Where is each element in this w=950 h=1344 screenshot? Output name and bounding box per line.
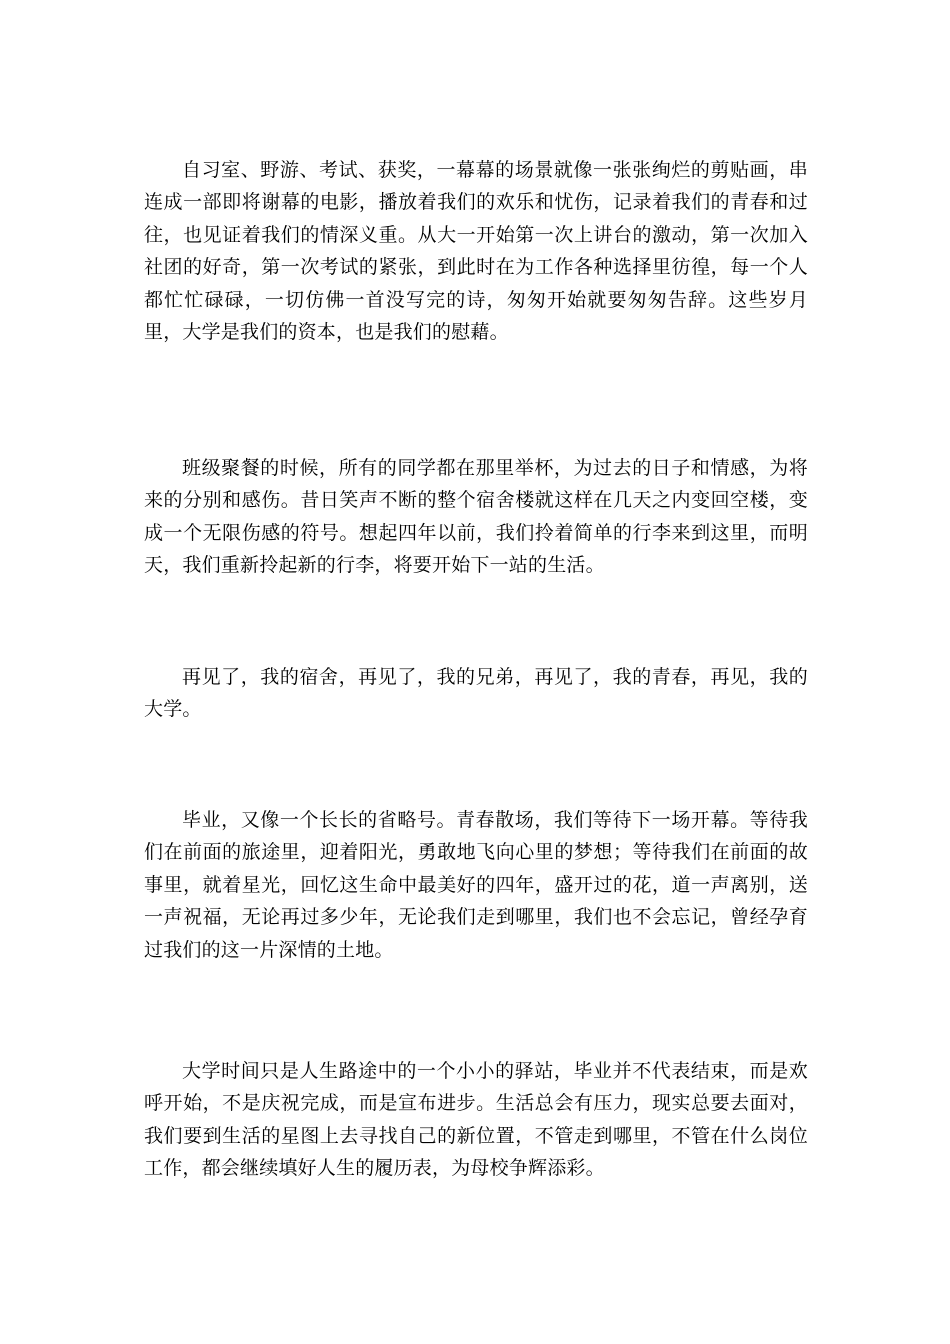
paragraph-3: 再见了，我的宿舍，再见了，我的兄弟，再见了，我的青春，再见，我的大学。 [144,666,808,721]
paragraph-2: 班级聚餐的时候，所有的同学都在那里举杯，为过去的日子和情感，为将来的分别和感伤。昔日笑声不断的整个宿舍楼就这样在几天之内变回空楼，变成一个无限伤感的符号。想起四年以前，我们拎着简单的行李来到这里，而明天，我们重新拎起新的行李，将要开始下一站的生活。 [144,457,808,577]
paragraph-5: 大学时间只是人生路途中的一个小小的驿站，毕业并不代表结束，而是欢呼开始，不是庆祝完成，而是宣布进步。生活总会有压力，现实总要去面对，我们要到生活的星图上去寻找自己的新位置，不管走到哪里，不管在什么岗位工作，都会继续填好人生的履历表，为母校争辉添彩。 [144,1060,808,1180]
paragraph-1: 自习室、野游、考试、获奖，一幕幕的场景就像一张张绚烂的剪贴画，串连成一部即将谢幕的电影，播放着我们的欢乐和忧伤，记录着我们的青春和过往，也见证着我们的情深义重。从大一开始第一次上讲台的激动，第一次加入社团的好奇，第一次考试的紧张，到此时在为工作各种选择里彷徨，每一个人都忙忙碌碌，一切仿佛一首没写完的诗，匆匆开始就要匆匆告辞。这些岁月里，大学是我们的资本，也是我们的慰藉。 [144,159,808,344]
paragraph-4: 毕业，又像一个长长的省略号。青春散场，我们等待下一场开幕。等待我们在前面的旅途里，迎着阳光，勇敢地飞向心里的梦想；等待我们在前面的故事里，就着星光，回忆这生命中最美好的四年，盛开过的花，道一声离别，送一声祝福，无论再过多少年，无论我们走到哪里，我们也不会忘记，曾经孕育过我们的这一片深情的土地。 [144,809,808,961]
